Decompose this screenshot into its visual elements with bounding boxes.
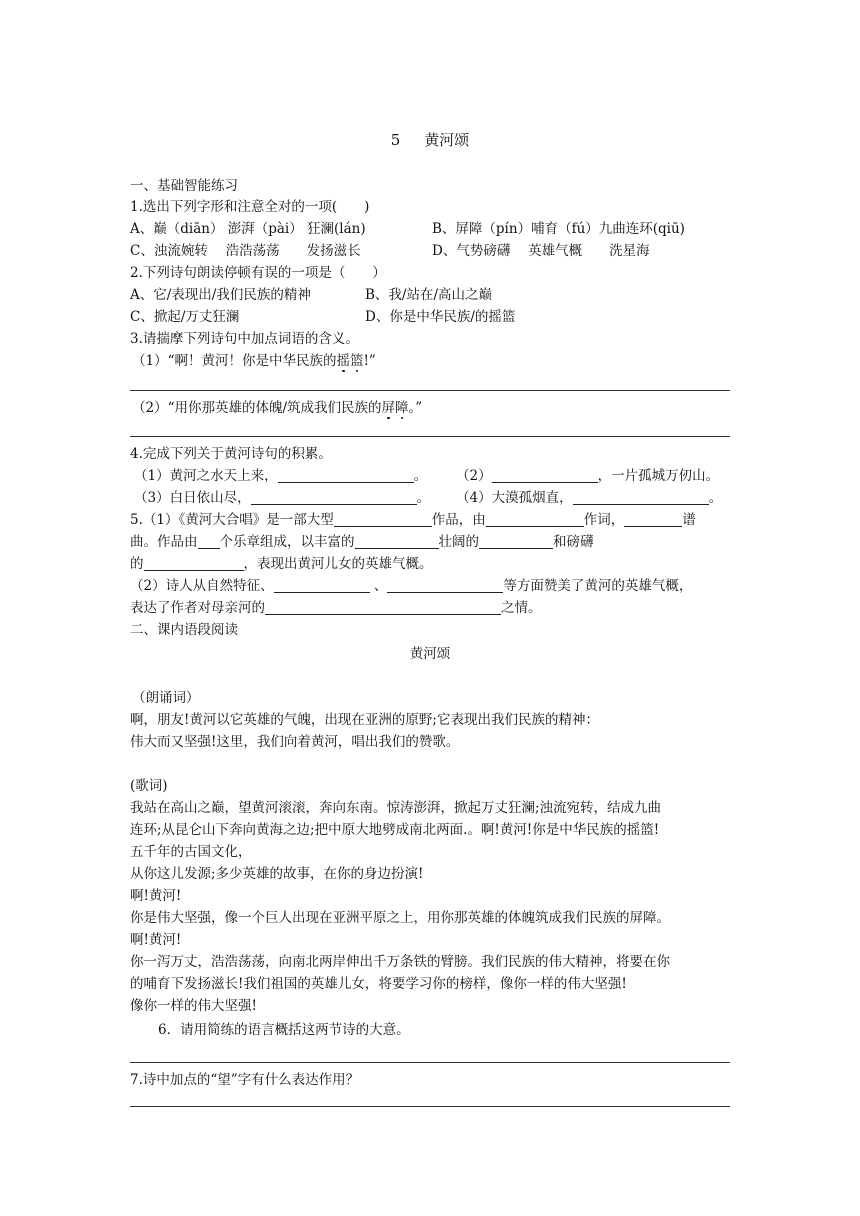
question-2-option-a: A、它/表现出/我们民族的精神 [130, 287, 311, 303]
fill-blank[interactable] [486, 512, 584, 527]
lyrics-label: (歌词) [130, 778, 168, 794]
dotted-word-char: 屏 [381, 400, 396, 416]
poem-line-end: 。 [416, 490, 431, 506]
q5-text: 作词， [583, 512, 625, 528]
question-4-stem: 4.完成下列关于黄河诗句的积累。 [130, 446, 332, 462]
poem-line-text: （2） [456, 468, 492, 484]
question-5-line-4 [130, 576, 692, 596]
q5-text: ，表现出黄河儿女的英雄气概。 [243, 556, 433, 572]
sentence-1-text: （1）“啊！黄河！你是中华民族的 [132, 353, 337, 369]
poem-line-text: （4）大漠孤烟直， [456, 490, 573, 506]
question-5-line-5 [130, 598, 542, 618]
passage-line: 从你这儿发源;多少英雄的故事，在你的身边扮演! [130, 866, 424, 882]
question-5-line-3 [130, 554, 433, 574]
fill-blank[interactable] [387, 578, 503, 593]
sentence-2-end: 。” [408, 400, 423, 416]
question-2-option-c: C、掀起/万丈狂澜 [130, 309, 240, 325]
q5-text: 谱 [682, 512, 696, 528]
question-1-option-d: D、气势磅礴 英雄气概 洗星海 [432, 243, 650, 259]
q5-text: 、 [369, 578, 388, 594]
dotted-word-char: 摇 [336, 353, 350, 369]
q5-text: 5.（1）《黄河大合唱》是一部大型 [130, 512, 334, 528]
passage-line: 伟大而又坚强!这里，我们向着黄河，唱出我们的赞歌。 [130, 734, 460, 750]
page-title [0, 130, 860, 150]
answer-line [130, 436, 730, 437]
poem-line-end: 。 [708, 490, 723, 506]
fill-blank[interactable] [334, 512, 432, 527]
passage-line: 像你一样的伟大坚强! [130, 998, 257, 1014]
sentence-2-text: （2）“用你那英雄的体魄/筑成我们民族的 [132, 400, 382, 416]
question-6-stem: 6．请用简练的语言概括这两节诗的大意。 [158, 1022, 410, 1038]
reading-title: 黄河颂 [409, 646, 451, 662]
fill-blank[interactable] [144, 556, 244, 571]
lesson-title: 黄河颂 [424, 131, 470, 149]
passage-line: 的哺育下发扬滋长!我们祖国的英雄儿女，将要学习你的榜样，像你一样的伟大坚强! [130, 976, 627, 992]
passage-line: 你是伟大坚强，像一个巨人出现在亚洲平原之上，用你那英雄的体魄筑成我们民族的屏障。 [130, 910, 670, 926]
passage-line: 你一泻万丈，浩浩荡荡，向南北两岸伸出千万条铁的臂膀。我们民族的伟大精神，将要在你 [130, 954, 670, 970]
q5-text: 作品，由 [431, 512, 486, 528]
passage-line: 啊!黄河! [130, 932, 182, 948]
question-5-line-1 [130, 510, 696, 530]
sentence-1-end: !” [363, 353, 376, 369]
q5-text: 个乐章组成，以丰富的 [219, 534, 355, 550]
passage-line: 啊，朋友!黄河以它英雄的气魄，出现在亚洲的原野;它表现出我们民族的精神： [130, 712, 599, 728]
fill-blank[interactable] [278, 468, 414, 483]
q5-text: 壮阔的 [438, 534, 479, 550]
passage-line: 连环;从昆仑山下奔向黄海之边;把中原大地劈成南北两面.。啊!黄河!你是中华民族的摇篮! [130, 822, 660, 838]
question-2-stem: 2.下列诗句朗读停顿有误的一项是（ ） [130, 265, 386, 281]
passage-line: 我站在高山之巅，望黄河滚滚，奔向东南。惊涛澎湃，掀起万丈狂澜;浊流宛转，结成九曲 [130, 800, 662, 816]
fill-blank[interactable] [274, 578, 370, 593]
question-5-line-2 [130, 532, 594, 552]
answer-line [130, 1062, 730, 1063]
fill-blank[interactable] [573, 490, 709, 505]
fill-blank[interactable] [251, 490, 417, 505]
poem-blank-1 [134, 466, 427, 486]
answer-line [130, 1106, 730, 1107]
fill-blank[interactable] [265, 600, 501, 615]
question-2-option-b: B、我/站在/高山之巅 [365, 287, 493, 303]
answer-line [130, 390, 730, 391]
question-3-sentence-2 [132, 398, 422, 418]
question-1-option-b: B、屏障（pín）哺育（fú）九曲连环(qiū) [432, 221, 685, 237]
question-1-option-c: C、浊流婉转 浩浩荡荡 发扬滋长 [130, 243, 361, 259]
recital-label: （朗诵词） [132, 690, 200, 706]
q5-text: 表达了作者对母亲河的 [130, 600, 265, 616]
q5-text: 等方面赞美了黄河的英雄气概， [503, 578, 693, 594]
poem-line-text: （3）白日依山尽， [134, 490, 251, 506]
question-1-option-a: A、巅（diān） 澎湃（pài） 狂澜(lán) [130, 221, 366, 237]
poem-line-end: 。 [413, 468, 428, 484]
poem-blank-4 [456, 488, 722, 508]
question-3-sentence-1 [132, 351, 376, 371]
fill-blank[interactable] [624, 512, 682, 527]
section-heading-basic: 一、基础智能练习 [130, 178, 238, 194]
question-1-stem: 1.选出下列字形和注意全对的一项( ) [130, 199, 370, 215]
section-heading-reading: 二、课内语段阅读 [130, 622, 238, 638]
q5-text: 和磅礴 [553, 534, 594, 550]
q5-text: 曲。作品由 [130, 534, 198, 550]
poem-blank-3 [134, 488, 430, 508]
fill-blank[interactable] [479, 534, 553, 549]
fill-blank[interactable] [198, 534, 220, 549]
dotted-word-char: 障 [395, 400, 409, 416]
passage-line: 啊!黄河! [130, 888, 182, 904]
question-2-option-d: D、你是中华民族/的摇篮 [365, 309, 516, 325]
poem-blank-2 [456, 466, 719, 486]
q5-text: 之情。 [501, 600, 542, 616]
q5-text: 的 [130, 556, 144, 572]
passage-line: 五千年的古国文化， [130, 844, 252, 860]
lesson-number: 5 [390, 131, 401, 149]
poem-line-end: ，一片孤城万仞山。 [597, 468, 720, 484]
q5-text: （2）诗人从自然特征、 [130, 578, 274, 594]
fill-blank[interactable] [355, 534, 439, 549]
fill-blank[interactable] [492, 468, 598, 483]
question-3-stem: 3.请揣摩下列诗句中加点词语的含义。 [130, 331, 359, 347]
question-7-stem: 7.诗中加点的“望”字有什么表达作用？ [130, 1072, 360, 1088]
dotted-word-char: 篮 [350, 353, 364, 369]
poem-line-text: （1）黄河之水天上来， [134, 468, 278, 484]
